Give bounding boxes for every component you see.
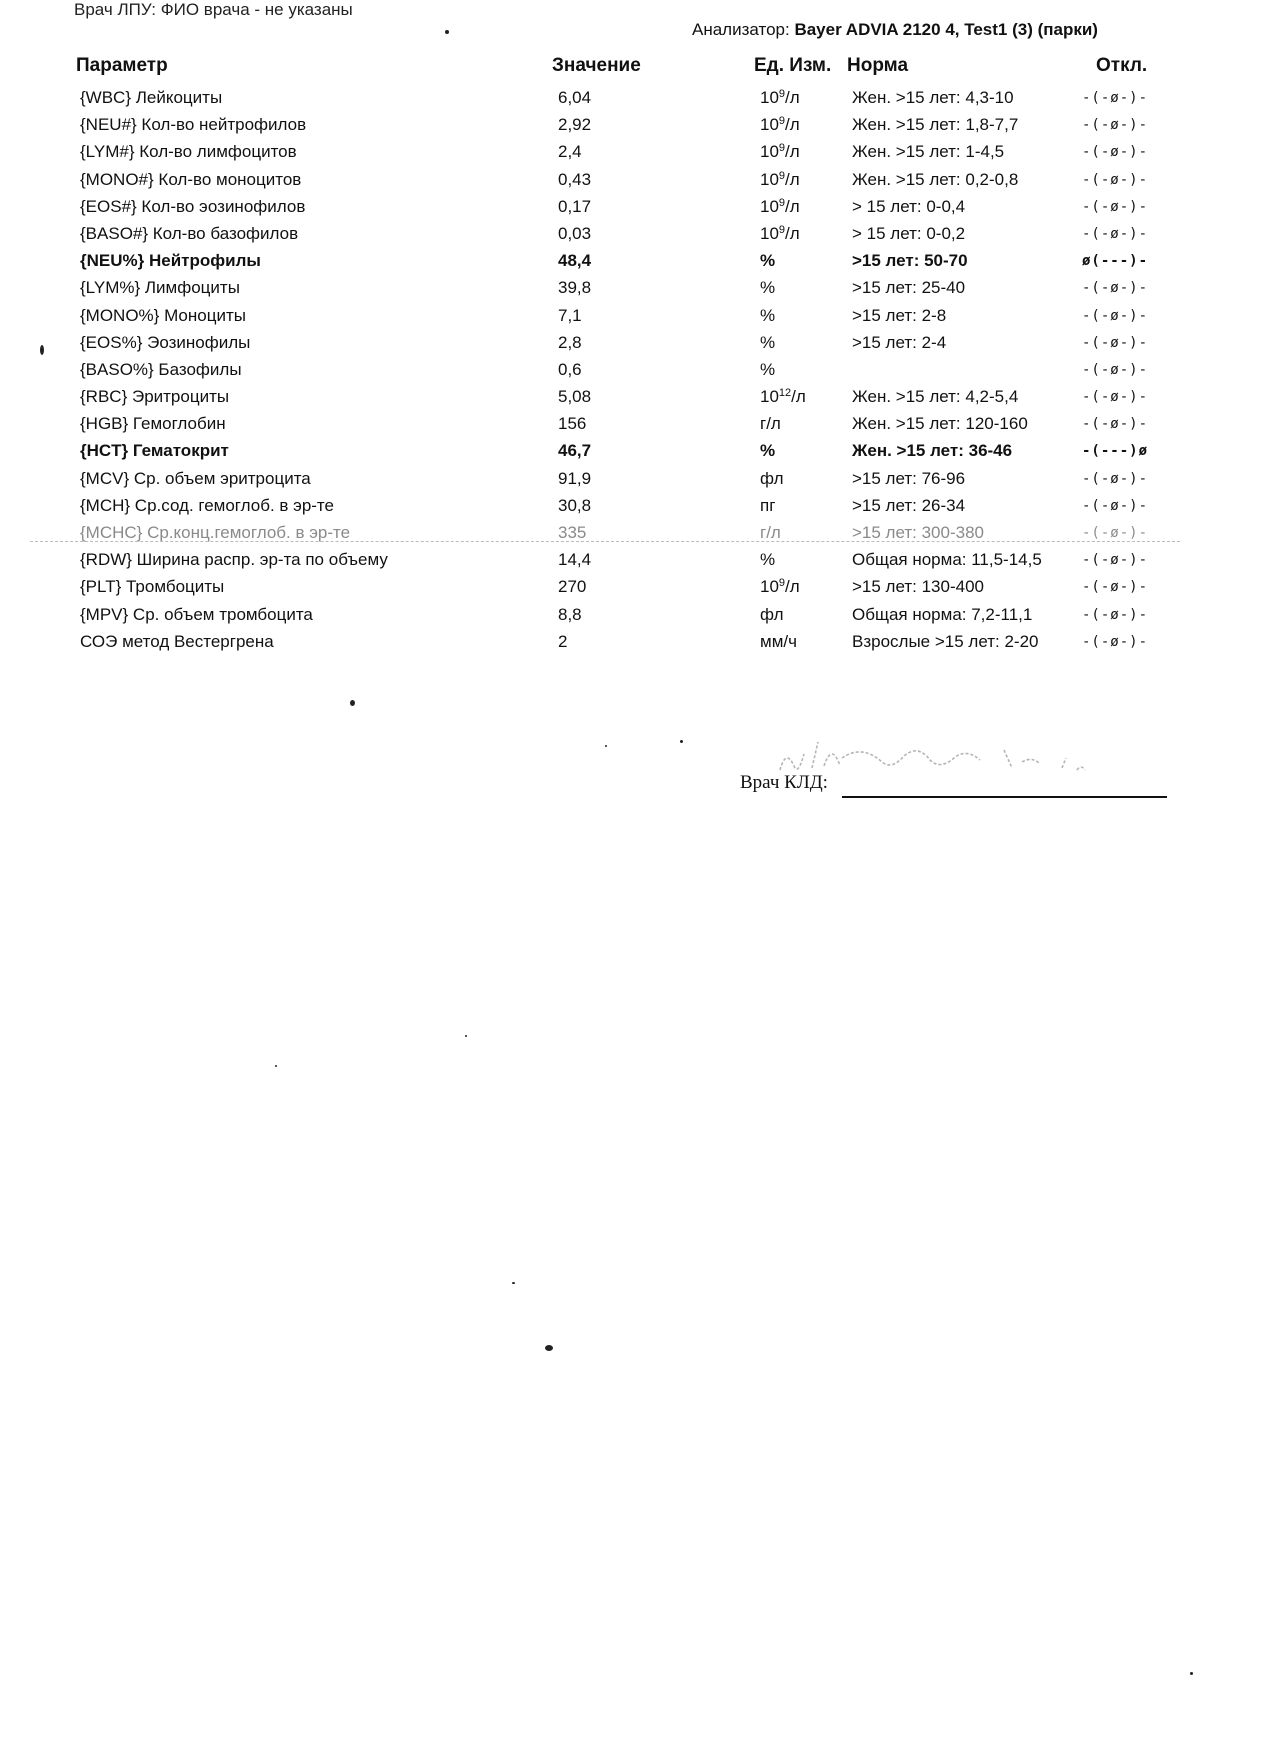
analyzer-value: Bayer ADVIA 2120 4, Test1 (3) (парки) <box>794 20 1098 39</box>
unit-base: % <box>760 251 776 271</box>
norm-cell: >15 лет: 76-96 <box>852 468 966 488</box>
param-cell: {EOS%} Эозинофилы <box>80 332 251 352</box>
signature-line <box>842 796 1167 798</box>
param-cell: {PLT} Тромбоциты <box>80 577 225 597</box>
speck <box>465 1035 467 1037</box>
value-cell: 30,8 <box>558 495 592 515</box>
column-header-value: Значение <box>552 55 641 76</box>
unit-tail: /л <box>785 142 800 162</box>
param-cell: {MONO%} Моноциты <box>80 305 246 325</box>
unit-base: 10 <box>760 387 779 407</box>
unit-cell <box>760 306 775 326</box>
table-row <box>0 331 1276 358</box>
speck <box>512 1282 515 1284</box>
deviation-cell: -(-ø-)- <box>1082 497 1149 514</box>
table-row <box>0 113 1276 140</box>
unit-tail: /л <box>785 196 800 216</box>
norm-cell: >15 лет: 25-40 <box>852 278 966 298</box>
param-cell: {EOS#} Кол-во эозинофилов <box>80 196 306 216</box>
unit-cell <box>760 170 800 190</box>
unit-exponent: 9 <box>778 223 786 236</box>
table-row <box>0 412 1276 439</box>
param-cell: {WBC} Лейкоциты <box>80 88 223 107</box>
table-row <box>0 276 1276 303</box>
unit-exponent: 9 <box>778 577 786 590</box>
table-row <box>0 603 1276 630</box>
table-header <box>0 55 1276 81</box>
table-row <box>0 521 1276 548</box>
column-header-unit: Ед. Изм. <box>754 55 832 76</box>
unit-base: пг <box>760 495 776 515</box>
unit-cell <box>760 278 775 298</box>
param-cell: {HCT} Гематокрит <box>80 441 229 461</box>
norm-cell: Жен. >15 лет: 1-4,5 <box>852 142 1005 162</box>
unit-cell <box>760 550 775 570</box>
value-cell: 8,8 <box>558 604 582 624</box>
analyzer-info <box>692 20 1098 40</box>
unit-cell <box>760 469 784 489</box>
column-header-norm: Норма <box>847 55 909 76</box>
table-row <box>0 249 1276 276</box>
unit-cell <box>760 360 775 380</box>
unit-tail: /л <box>785 577 800 597</box>
norm-cell: >15 лет: 50-70 <box>852 251 968 271</box>
norm-cell: >15 лет: 130-400 <box>852 577 984 597</box>
deviation-cell: -(-ø-)- <box>1082 361 1149 378</box>
param-cell: {MPV} Ср. объем тромбоцита <box>80 604 313 624</box>
value-cell: 156 <box>558 414 587 434</box>
unit-cell <box>760 197 800 217</box>
unit-cell <box>760 142 800 162</box>
unit-cell <box>760 414 781 434</box>
table-row <box>0 222 1276 249</box>
speck <box>445 30 449 34</box>
value-cell: 270 <box>558 577 587 597</box>
unit-cell <box>760 88 800 108</box>
param-cell: {MCH} Ср.сод. гемоглоб. в эр-те <box>80 495 334 515</box>
unit-base: 10 <box>760 223 779 243</box>
speck <box>605 745 607 747</box>
unit-cell <box>760 115 800 135</box>
value-cell: 91,9 <box>558 468 592 488</box>
unit-base: 10 <box>760 88 779 107</box>
value-cell: 2 <box>558 631 568 651</box>
unit-exponent: 9 <box>778 88 786 100</box>
unit-base: % <box>760 441 776 461</box>
scan-artifact-line <box>30 541 1180 542</box>
norm-cell: >15 лет: 26-34 <box>852 495 966 515</box>
norm-cell: >15 лет: 2-8 <box>852 305 947 325</box>
deviation-cell: -(-ø-)- <box>1082 606 1149 623</box>
norm-cell: >15 лет: 2-4 <box>852 332 947 352</box>
norm-cell: > 15 лет: 0-0,2 <box>852 223 966 243</box>
norm-cell: Жен. >15 лет: 36-46 <box>852 441 1013 461</box>
param-cell: СОЭ метод Вестергрена <box>80 631 274 651</box>
deviation-cell: -(-ø-)- <box>1082 552 1149 569</box>
deviation-cell: -(---)ø <box>1082 443 1149 460</box>
param-cell: {HGB} Гемоглобин <box>80 414 226 434</box>
column-header-deviation: Откл. <box>1096 55 1148 76</box>
deviation-cell: -(-ø-)- <box>1082 579 1149 596</box>
value-cell: 14,4 <box>558 550 592 570</box>
param-cell: {NEU%} Нейтрофилы <box>80 251 261 271</box>
unit-cell <box>760 577 800 597</box>
unit-cell <box>760 523 781 543</box>
value-cell: 335 <box>558 523 587 542</box>
unit-cell <box>760 441 775 461</box>
value-cell: 0,6 <box>558 359 582 379</box>
speck <box>275 1065 277 1067</box>
unit-base: % <box>760 332 776 352</box>
unit-base: % <box>760 278 776 298</box>
unit-base: % <box>760 305 776 325</box>
param-cell: {MCV} Ср. объем эритроцита <box>80 468 311 488</box>
deviation-cell: -(-ø-)- <box>1082 470 1149 487</box>
unit-exponent: 9 <box>778 115 786 128</box>
table-row <box>0 358 1276 385</box>
value-cell: 0,43 <box>558 169 592 189</box>
doctor-line: Врач ЛПУ: ФИО врача - не указаны <box>74 0 353 19</box>
deviation-cell: -(-ø-)- <box>1082 389 1149 406</box>
norm-cell: Жен. >15 лет: 4,3-10 <box>852 88 1014 107</box>
analyzer-label: Анализатор: <box>692 20 790 39</box>
norm-cell: Взрослые >15 лет: 2-20 <box>852 631 1039 651</box>
speck <box>545 1345 553 1351</box>
results-table <box>0 86 1276 657</box>
unit-cell <box>760 632 797 652</box>
param-cell: {LYM#} Кол-во лимфоцитов <box>80 142 297 162</box>
value-cell: 0,17 <box>558 196 592 216</box>
unit-tail: /л <box>791 387 806 407</box>
unit-exponent: 12 <box>778 387 792 400</box>
unit-exponent: 9 <box>778 196 786 209</box>
param-cell: {MCHC} Ср.конц.гемоглоб. в эр-те <box>80 523 351 542</box>
table-row <box>0 630 1276 657</box>
value-cell: 6,04 <box>558 88 592 107</box>
norm-cell: Жен. >15 лет: 0,2-0,8 <box>852 169 1019 189</box>
value-cell: 2,4 <box>558 142 582 162</box>
unit-tail: /л <box>785 88 800 107</box>
deviation-cell: -(-ø-)- <box>1082 117 1149 134</box>
value-cell: 7,1 <box>558 305 582 325</box>
deviation-cell: -(-ø-)- <box>1082 334 1149 351</box>
unit-tail: /л <box>785 169 800 189</box>
deviation-cell: -(-ø-)- <box>1082 525 1149 541</box>
param-cell: {LYM%} Лимфоциты <box>80 278 240 298</box>
param-cell: {RDW} Ширина распр. эр-та по объему <box>80 550 388 570</box>
table-row <box>0 439 1276 466</box>
unit-base: % <box>760 550 776 570</box>
norm-cell: Общая норма: 11,5-14,5 <box>852 550 1042 570</box>
norm-cell: Общая норма: 7,2-11,1 <box>852 604 1033 624</box>
unit-base: 10 <box>760 115 779 135</box>
deviation-cell: -(-ø-)- <box>1082 307 1149 324</box>
value-cell: 5,08 <box>558 387 592 407</box>
speck <box>350 700 355 706</box>
value-cell: 0,03 <box>558 223 592 243</box>
value-cell: 2,92 <box>558 115 592 135</box>
table-row <box>0 304 1276 331</box>
norm-cell: >15 лет: 300-380 <box>852 523 984 542</box>
table-row <box>0 548 1276 575</box>
unit-tail: /л <box>785 115 800 135</box>
speck <box>40 345 44 355</box>
deviation-cell: -(-ø-)- <box>1082 90 1149 106</box>
unit-cell <box>760 224 800 244</box>
value-cell: 48,4 <box>558 251 592 271</box>
table-row <box>0 494 1276 521</box>
unit-cell <box>760 496 775 516</box>
unit-base: г/л <box>760 523 781 542</box>
norm-cell: Жен. >15 лет: 1,8-7,7 <box>852 115 1019 135</box>
table-row <box>0 385 1276 412</box>
deviation-cell: -(-ø-)- <box>1082 280 1149 297</box>
unit-cell <box>760 333 775 353</box>
unit-tail: /л <box>785 223 800 243</box>
param-cell: {BASO%} Базофилы <box>80 359 242 379</box>
norm-cell: > 15 лет: 0-0,4 <box>852 196 966 216</box>
deviation-cell: -(-ø-)- <box>1082 144 1149 161</box>
value-cell: 39,8 <box>558 278 592 298</box>
unit-base: 10 <box>760 577 779 597</box>
unit-cell <box>760 387 806 407</box>
unit-cell <box>760 605 784 625</box>
signature-label: Врач КЛД: <box>740 772 828 793</box>
unit-base: 10 <box>760 196 779 216</box>
deviation-cell: ø(---)- <box>1082 253 1149 270</box>
unit-base: г/л <box>760 414 781 434</box>
param-cell: {BASO#} Кол-во базофилов <box>80 223 299 243</box>
unit-exponent: 9 <box>778 142 786 155</box>
unit-base: фл <box>760 468 784 488</box>
speck <box>680 740 683 743</box>
deviation-cell: -(-ø-)- <box>1082 198 1149 215</box>
table-row <box>0 467 1276 494</box>
deviation-cell: -(-ø-)- <box>1082 633 1149 650</box>
unit-base: 10 <box>760 142 779 162</box>
deviation-cell: -(-ø-)- <box>1082 171 1149 188</box>
param-cell: {MONO#} Кол-во моноцитов <box>80 169 302 189</box>
table-row <box>0 168 1276 195</box>
param-cell: {RBC} Эритроциты <box>80 387 230 407</box>
deviation-cell: -(-ø-)- <box>1082 416 1149 433</box>
speck <box>1190 1672 1193 1675</box>
column-header-param: Параметр <box>76 55 168 76</box>
norm-cell: Жен. >15 лет: 120-160 <box>852 414 1028 434</box>
param-cell: {NEU#} Кол-во нейтрофилов <box>80 115 307 135</box>
unit-base: 10 <box>760 169 779 189</box>
table-row <box>0 195 1276 222</box>
unit-exponent: 9 <box>778 169 786 182</box>
unit-base: % <box>760 359 776 379</box>
table-row <box>0 575 1276 602</box>
table-row <box>0 140 1276 167</box>
unit-base: мм/ч <box>760 631 797 651</box>
unit-base: фл <box>760 604 784 624</box>
norm-cell: Жен. >15 лет: 4,2-5,4 <box>852 387 1019 407</box>
value-cell: 2,8 <box>558 332 582 352</box>
table-row <box>0 86 1276 113</box>
unit-cell <box>760 251 775 271</box>
deviation-cell: -(-ø-)- <box>1082 225 1149 242</box>
value-cell: 46,7 <box>558 441 592 461</box>
